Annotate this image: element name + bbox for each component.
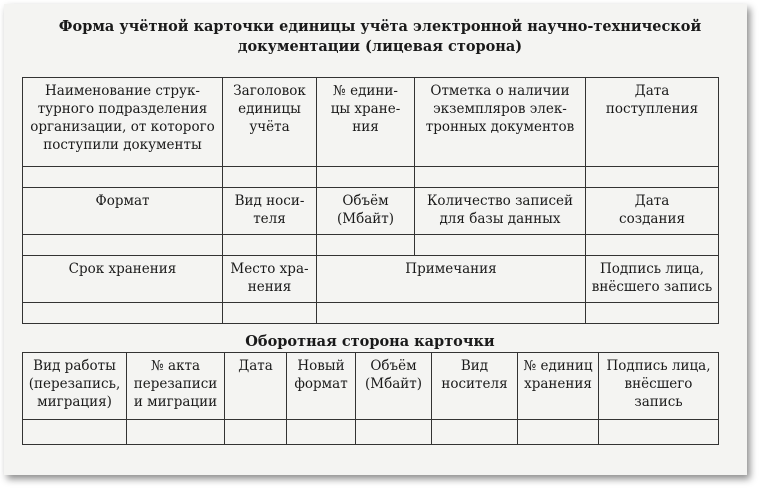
- blank-cell: [317, 235, 415, 256]
- form-title-line-1: Форма учётной карточки единицы учёта электронной научно-технической: [58, 18, 702, 35]
- blank-cell: [23, 167, 223, 188]
- blank-cell: [599, 420, 719, 445]
- back-side-title: Оборотная сторона карточки: [245, 333, 495, 350]
- cell-back-volume: Объём (Мбайт): [356, 353, 432, 420]
- cell-media-type: Вид носи- теля: [223, 188, 317, 235]
- cell-back-signature: Подпись лица, внёсшего запись: [599, 353, 719, 420]
- blank-cell: [223, 167, 317, 188]
- cell-copies-mark: Отметка о наличии экземпляров элек- тронных документов: [415, 78, 586, 167]
- cell-volume: Объём (Мбайт): [317, 188, 415, 235]
- front-blank-row-1: [23, 167, 719, 188]
- blank-cell: [287, 420, 356, 445]
- cell-signature: Подпись лица, внёсшего запись: [586, 256, 719, 303]
- blank-cell: [586, 167, 719, 188]
- front-header-row-2: [23, 188, 719, 235]
- blank-cell: [223, 303, 317, 324]
- blank-cell: [317, 167, 415, 188]
- cell-record-count: Количество записей для базы данных: [415, 188, 586, 235]
- front-header-row-3: [23, 256, 719, 303]
- front-blank-row-3: [23, 303, 719, 324]
- blank-cell: [586, 235, 719, 256]
- cell-unit-number: № едини- цы хране- ния: [317, 78, 415, 167]
- blank-cell: [127, 420, 225, 445]
- cell-work-type: Вид работы (перезапись, миграция): [23, 353, 127, 420]
- cell-creation-date: Дата создания: [586, 188, 719, 235]
- back-side-table: [22, 352, 719, 445]
- cell-notes: Примечания: [317, 256, 586, 303]
- cell-format: Формат: [23, 188, 223, 235]
- blank-cell: [317, 303, 586, 324]
- front-blank-row-2: [23, 235, 719, 256]
- front-header-row-1: [23, 78, 719, 167]
- back-blank-row: [23, 420, 719, 445]
- blank-cell: [223, 235, 317, 256]
- cell-new-format: Новый формат: [287, 353, 356, 420]
- cell-storage-units: № единиц хранения: [518, 353, 599, 420]
- cell-date: Дата: [225, 353, 287, 420]
- front-side-table: [22, 77, 719, 324]
- blank-cell: [415, 235, 586, 256]
- blank-cell: [23, 303, 223, 324]
- form-title-line-2: документации (лицевая сторона): [237, 38, 523, 55]
- blank-cell: [586, 303, 719, 324]
- blank-cell: [415, 167, 586, 188]
- blank-cell: [518, 420, 599, 445]
- cell-back-media: Вид носителя: [432, 353, 518, 420]
- cell-act-number: № акта перезаписи и миграции: [127, 353, 225, 420]
- blank-cell: [225, 420, 287, 445]
- back-header-row: [23, 353, 719, 420]
- cell-receipt-date: Дата поступления: [586, 78, 719, 167]
- cell-department-name: Наименование струк- турного подразделения организации, от которого поступили документы: [23, 78, 223, 167]
- cell-unit-title: Заголовок единицы учёта: [223, 78, 317, 167]
- blank-cell: [356, 420, 432, 445]
- cell-storage-period: Срок хранения: [23, 256, 223, 303]
- blank-cell: [23, 420, 127, 445]
- cell-storage-place: Место хра- нения: [223, 256, 317, 303]
- blank-cell: [23, 235, 223, 256]
- blank-cell: [432, 420, 518, 445]
